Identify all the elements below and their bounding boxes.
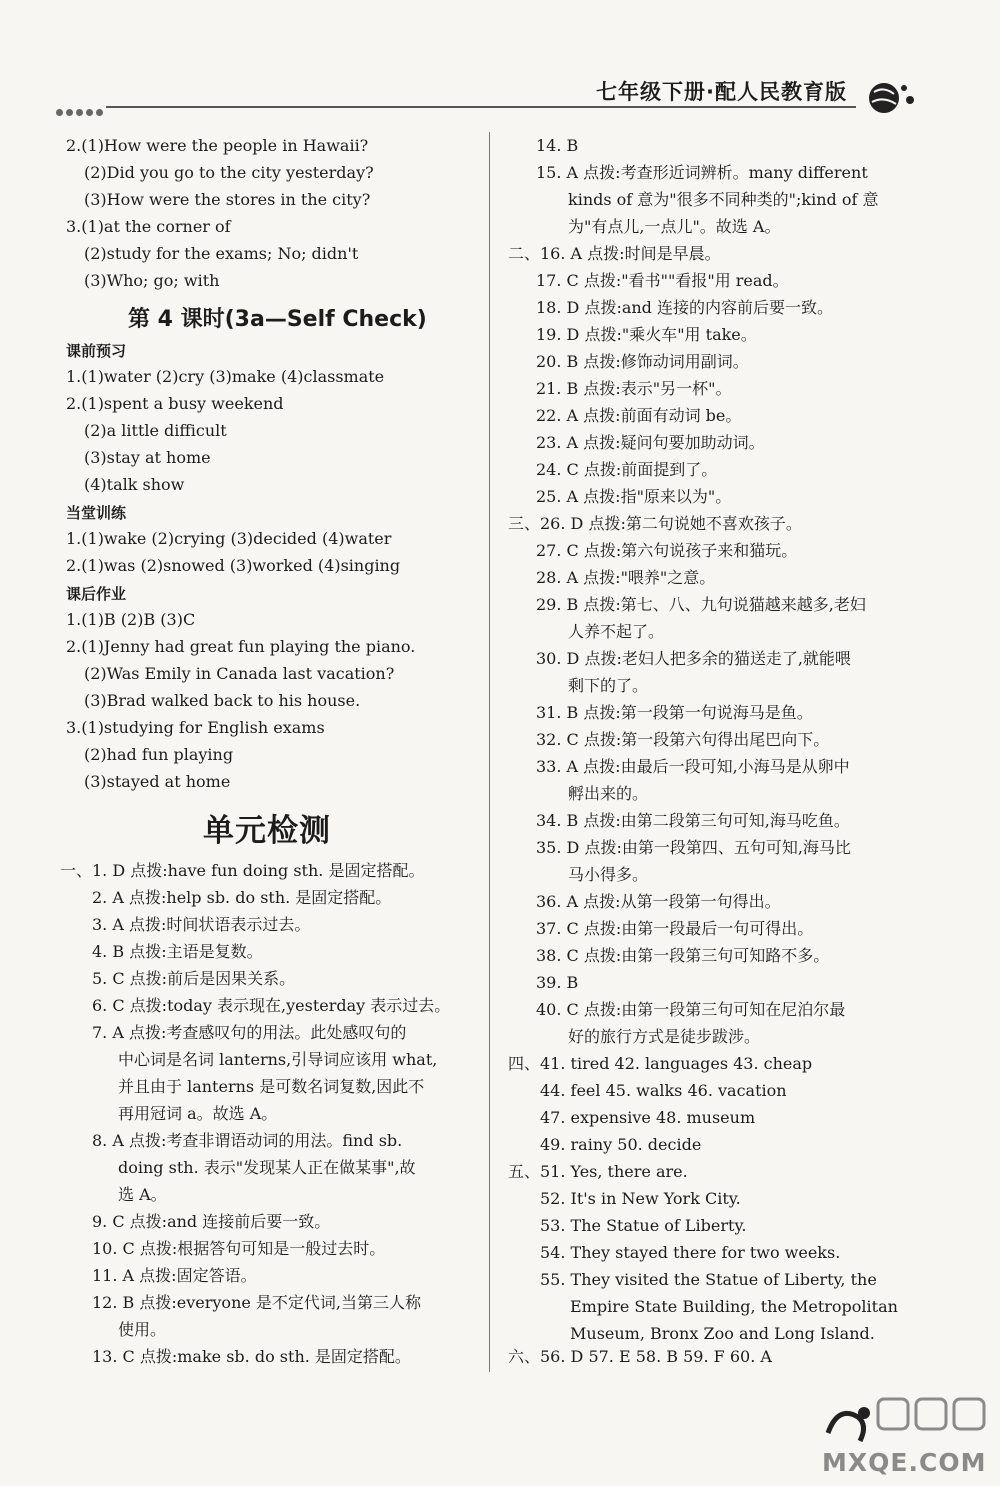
answer-line: 30. D 点拨:老妇人把多余的猫送走了,就能喂 [536, 649, 851, 668]
answer-line: 再用冠词 a。故选 A。 [118, 1104, 278, 1123]
answer-line: 55. They visited the Statue of Liberty, the [540, 1270, 877, 1289]
answer-line: 28. A 点拨:"喂养"之意。 [536, 568, 716, 587]
answer-line: 22. A 点拨:前面有动词 be。 [536, 406, 742, 425]
answer-line: 马小得多。 [568, 865, 649, 884]
answer-line: kinds of 意为"很多不同种类的";kind of 意 [568, 190, 879, 209]
answer-line: (2)Was Emily in Canada last vacation? [84, 664, 395, 683]
answer-line: Museum, Bronx Zoo and Long Island. [570, 1324, 875, 1343]
answer-line: 11. A 点拨:固定答语。 [92, 1266, 257, 1285]
answer-line: 剩下的了。 [568, 676, 649, 695]
answer-line: 29. B 点拨:第七、八、九句说猫越来越多,老妇 [536, 595, 866, 614]
answer-line: 4. B 点拨:主语是复数。 [92, 942, 263, 961]
answer-line: 19. D 点拨:"乘火车"用 take。 [536, 325, 757, 344]
answer-line: 选 A。 [118, 1185, 167, 1204]
answer-line: (2)study for the exams; No; didn't [84, 244, 359, 263]
answer-line: (3)stayed at home [84, 772, 231, 791]
answer-line: 6. C 点拨:today 表示现在,yesterday 表示过去。 [92, 996, 451, 1015]
answer-line: 7. A 点拨:考查感叹句的用法。此处感叹句的 [92, 1023, 407, 1042]
answer-line: 并且由于 lanterns 是可数名词复数,因此不 [118, 1077, 425, 1096]
header-rule [106, 106, 856, 108]
answer-line: 5. C 点拨:前后是因果关系。 [92, 969, 296, 988]
answer-line: 六、56. D 57. E 58. B 59. F 60. A [508, 1347, 772, 1366]
answer-line: 17. C 点拨:"看书""看报"用 read。 [536, 271, 789, 290]
unit-test-title: 单元检测 [203, 813, 331, 849]
watermark-text: MXQE.COM [822, 1448, 987, 1477]
answer-line: 32. C 点拨:第一段第六句得出尾巴向下。 [536, 730, 830, 749]
answer-line: (2)Did you go to the city yesterday? [84, 163, 374, 182]
answer-line: 40. C 点拨:由第一段第三句可知在尼泊尔最 [536, 1000, 846, 1019]
answer-line: 35. D 点拨:由第一段第四、五句可知,海马比 [536, 838, 851, 857]
answer-line: doing sth. 表示"发现某人正在做某事",故 [118, 1158, 416, 1177]
answer-line: (3)Brad walked back to his house. [84, 691, 361, 710]
answer-line: 二、16. A 点拨:时间是早晨。 [508, 244, 721, 263]
answer-line: (4)talk show [84, 475, 185, 494]
answer-line: 3. A 点拨:时间状语表示过去。 [92, 915, 311, 934]
answer-line: 1.(1)B (2)B (3)C [66, 610, 196, 629]
lesson-title: 第 4 课时(3a—Self Check) [128, 307, 427, 332]
answer-line: 33. A 点拨:由最后一段可知,小海马是从卵中 [536, 757, 850, 776]
answer-line: 1.(1)wake (2)crying (3)decided (4)water [66, 529, 392, 548]
answer-line: 20. B 点拨:修饰动词用副词。 [536, 352, 749, 371]
answer-line: 一、1. D 点拨:have fun doing sth. 是固定搭配。 [60, 861, 425, 880]
answer-line: 25. A 点拨:指"原来以为"。 [536, 487, 732, 506]
header-dots-decoration [56, 101, 106, 120]
answer-line: 54. They stayed there for two weeks. [540, 1243, 841, 1262]
section-label-homework: 课后作业 [66, 585, 127, 603]
header-title: 七年级下册·配人民教育版 [596, 80, 847, 104]
answer-line: 27. C 点拨:第六句说孩子来和猫玩。 [536, 541, 798, 560]
answer-line: 53. The Statue of Liberty. [540, 1216, 747, 1235]
answer-line: 9. C 点拨:and 连接前后要一致。 [92, 1212, 331, 1231]
answer-line: 12. B 点拨:everyone 是不定代词,当第三人称 [92, 1293, 422, 1312]
answer-line: (3)How were the stores in the city? [84, 190, 371, 209]
answer-line: 四、41. tired 42. languages 43. cheap [508, 1054, 813, 1073]
answer-line: 36. A 点拨:从第一段第一句得出。 [536, 892, 781, 911]
answer-line: 使用。 [118, 1320, 167, 1339]
answer-line: (2)a little difficult [84, 421, 227, 440]
answer-line: 24. C 点拨:前面提到了。 [536, 460, 718, 479]
answer-line: 14. B [536, 136, 579, 155]
answer-line: 1.(1)water (2)cry (3)make (4)classmate [66, 367, 385, 386]
answer-line: 人养不起了。 [568, 622, 665, 641]
header-ball-logo-icon [862, 76, 920, 116]
answer-line: 44. feel 45. walks 46. vacation [540, 1081, 787, 1100]
answer-line: 21. B 点拨:表示"另一杯"。 [536, 379, 732, 398]
answer-line: 39. B [536, 973, 579, 992]
answer-line: 31. B 点拨:第一段第一句说海马是鱼。 [536, 703, 813, 722]
answer-line: 中心词是名词 lanterns,引导词应该用 what, [118, 1050, 438, 1069]
answer-line: (3)Who; go; with [84, 271, 220, 290]
answer-line: 49. rainy 50. decide [540, 1135, 702, 1154]
answer-line: 15. A 点拨:考查形近词辨析。many different [536, 163, 868, 182]
section-label-class: 当堂训练 [66, 504, 127, 522]
answer-line: 8. A 点拨:考查非谓语动词的用法。find sb. [92, 1131, 403, 1150]
section-label-preview: 课前预习 [66, 342, 127, 360]
answer-line: (3)stay at home [84, 448, 211, 467]
answer-line: 2.(1)How were the people in Hawaii? [66, 136, 369, 155]
answer-line: 47. expensive 48. museum [540, 1108, 756, 1127]
answer-line: 2.(1)was (2)snowed (3)worked (4)singing [66, 556, 401, 575]
answer-line: 为"有点儿,一点儿"。故选 A。 [568, 217, 781, 236]
answer-line: Empire State Building, the Metropolitan [570, 1297, 898, 1316]
answer-line: 2.(1)Jenny had great fun playing the piano. [66, 637, 416, 656]
answer-line: (2)had fun playing [84, 745, 234, 764]
answer-line: 孵出来的。 [568, 784, 649, 803]
answer-line: 37. C 点拨:由第一段最后一句可得出。 [536, 919, 814, 938]
answer-line: 34. B 点拨:由第二段第三句可知,海马吃鱼。 [536, 811, 850, 830]
answer-line: 三、26. D 点拨:第二句说她不喜欢孩子。 [508, 514, 802, 533]
answer-line: 13. C 点拨:make sb. do sth. 是固定搭配。 [92, 1347, 411, 1366]
answer-line: 2. A 点拨:help sb. do sth. 是固定搭配。 [92, 888, 392, 907]
answer-line: 10. C 点拨:根据答句可知是一般过去时。 [92, 1239, 386, 1258]
answer-line: 38. C 点拨:由第一段第三句可知路不多。 [536, 946, 830, 965]
answer-line: 18. D 点拨:and 连接的内容前后要一致。 [536, 298, 834, 317]
answer-line: 五、51. Yes, there are. [508, 1162, 688, 1181]
answer-line: 2.(1)spent a busy weekend [66, 394, 284, 413]
column-divider [489, 132, 490, 1372]
answer-line: 好的旅行方式是徒步跋涉。 [568, 1027, 761, 1046]
answer-line: 23. A 点拨:疑问句要加助动词。 [536, 433, 765, 452]
answer-line: 52. It's in New York City. [540, 1189, 741, 1208]
answer-line: 3.(1)studying for English exams [66, 718, 325, 737]
answer-line: 3.(1)at the corner of [66, 217, 231, 236]
